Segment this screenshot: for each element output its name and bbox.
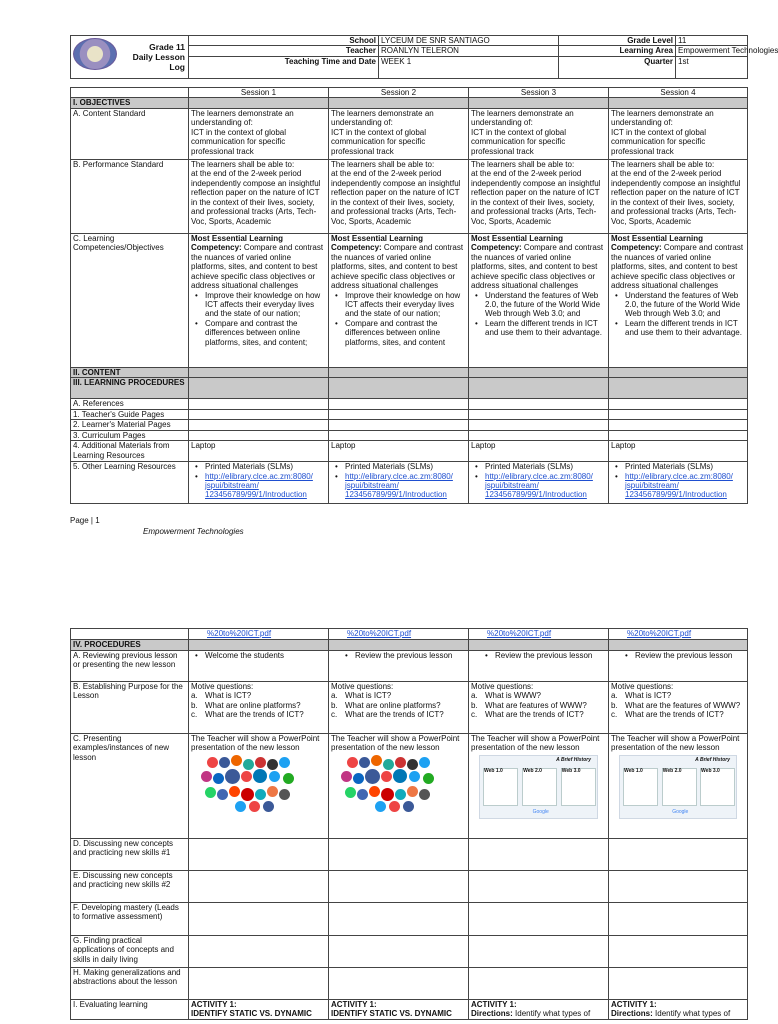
- motive-label: Motive questions:: [191, 682, 254, 691]
- log-title: Daily Lesson Log: [132, 51, 185, 72]
- evaluating-label: I. Evaluating learning: [71, 1000, 189, 1020]
- session-4-header: Session 4: [609, 88, 748, 98]
- area-value: Empowerment Technologies: [676, 46, 748, 56]
- activity-title: ACTIVITY 1:: [611, 1000, 657, 1009]
- competencies-cell-4: [609, 233, 748, 367]
- motive-label: Motive questions:: [331, 682, 394, 691]
- competencies-label: C. Learning Competencies/Objectives: [71, 233, 189, 367]
- directions-text: Identify what types of: [652, 1009, 731, 1019]
- resource-link[interactable]: http://elibrary.clce.ac.zm:8080/ jspui/bitstream/ 123456789/99/1/Introduction: [485, 471, 593, 500]
- motive-label: Motive questions:: [611, 682, 674, 691]
- school-value: LYCEUM DE SNR SANTIAGO: [379, 36, 559, 46]
- establishing-label: B. Establishing Purpose for the Lesson: [71, 682, 189, 734]
- performance-standard-text: The learners shall be able to: at the end of the 2-week period independently compose an insightful reflection paper on the nature of ICT in the context of their lives, society, and professional tracks (Arts, Tech-Voc, Sports, Academic: [189, 159, 329, 233]
- lesson-table-page2: %20to%20ICT.pdf %20to%20ICT.pdf %20to%20ICT.pdf %20to%20ICT.pdf IV. PROCEDURES A. Reviewing previous lesson or presenting the new lesson • Welcome the students • Review the previous lesson • Review the previous lesson • Review the previous lesson B. Establishing Purpose for the Lesson Motive questions: a. What is ICT? b. What are online platforms? c. What are the trends of ICT? Motive questions: a. What is ICT? b. What are online platforms? c. What are the trends of ICT? Motive questions: a. What is WWW? b. What are features of WWW? c. What are the trends of ICT? Motive questions: a. What is ICT? b. What are the features of WWW? c. What are the trends of ICT? C. Presenting examples/instances of new lesson The Teacher will show a PowerPoint presentation of the new lesson The Teacher will show a PowerPoint presentation of the new lesson The Teacher will show a PowerPoint presentation of the new lesson A Brief History Web 1.0 Web 2.0 Web 3.0 Google The Teacher will show a PowerPoint presentation of the new lesson A Brief History Web 1.0 Web 2.0 Web 3.0 Google D. Discussing new concepts and practicing new skills #1 E. Discussing new concepts and practicing new skills #2 F. Developing mastery (Leads to formative assessment) G. Finding practical applications of concepts and skills in daily living H. Making generalizations and abstractions about the lesson I. Evaluating learning ACTIVITY 1: IDENTIFY STATIC VS. DYNAMIC ACTIVITY 1: IDENTIFY STATIC VS. DYNAMIC ACTIVITY 1: Directions: Identify what types of ACTIVITY 1: Directions: Identify what types of: [70, 628, 748, 1020]
- activity-name: IDENTIFY STATIC VS. DYNAMIC: [331, 1009, 452, 1019]
- content-standard-label: A. Content Standard: [71, 108, 189, 159]
- content-standard-text: The learners demonstrate an understanding of: ICT in the context of global communication for specific professional track: [469, 108, 609, 159]
- resource-link-cont[interactable]: %20to%20ICT.pdf: [207, 629, 272, 638]
- web-history-image: A Brief History Web 1.0 Web 2.0 Web 3.0 Google: [619, 755, 737, 819]
- review-item: • Welcome the students: [205, 651, 326, 660]
- ppt-text: The Teacher will show a PowerPoint presentation of the new lesson: [191, 734, 320, 753]
- activity-title: ACTIVITY 1:: [471, 1000, 517, 1009]
- area-label: Learning Area: [559, 46, 676, 56]
- melc-text: Compare and contrast the nuances of varied online platforms, sites, and content to best achieve specific class objectives or address situational challenges: [331, 243, 464, 291]
- content-standard-text: The learners demonstrate an understanding of: ICT in the context of global communication for specific professional track: [329, 108, 469, 159]
- resource-link-cont[interactable]: %20to%20ICT.pdf: [347, 629, 412, 638]
- competency-item: • Improve their knowledge on how ICT affects their everyday lives and the state of our nation;: [345, 291, 466, 319]
- quarter-value: 1st: [676, 56, 748, 78]
- competencies-cell-3: [469, 233, 609, 367]
- additional-materials-label: 4. Additional Materials from Learning Resources: [71, 441, 189, 462]
- curriculum-label: 3. Curriculum Pages: [71, 430, 189, 440]
- activity-name: IDENTIFY STATIC VS. DYNAMIC: [191, 1009, 312, 1019]
- performance-standard-text: The learners shall be able to: at the end of the 2-week period independently compose an insightful reflection paper on the nature of ICT in the context of their lives, society, and professional tracks (Arts, Tech-Voc, Sports, Academic: [609, 159, 748, 233]
- melc-text: Compare and contrast the nuances of varied online platforms, sites, and content to best achieve specific class objectives or address situational challenges: [191, 243, 324, 291]
- melc-text: Compare and contrast the nuances of varied online platforms, sites, and content to best achieve specific class objectives or address situational challenges: [611, 243, 744, 291]
- melc-label: Most Essential Learning Competency:: [471, 233, 564, 253]
- ppt-text: The Teacher will show a PowerPoint presentation of the new lesson: [611, 734, 740, 753]
- resource-link-cont[interactable]: %20to%20ICT.pdf: [487, 629, 552, 638]
- printed-materials: • Printed Materials (SLMs): [485, 462, 606, 471]
- discussing-2-label: E. Discussing new concepts and practicing new skills #2: [71, 871, 189, 903]
- printed-materials: • Printed Materials (SLMs): [625, 462, 745, 471]
- time-value: WEEK 1: [379, 56, 559, 78]
- ppt-text: The Teacher will show a PowerPoint presentation of the new lesson: [471, 734, 600, 753]
- competency-item: • Compare and contrast the differences between online platforms, sites, and content;: [205, 319, 326, 347]
- social-icons-image: [331, 755, 466, 811]
- header-table: [70, 35, 778, 79]
- procedures-heading: IV. PROCEDURES: [71, 640, 189, 651]
- other-resources-label: 5. Other Learning Resources: [71, 462, 189, 504]
- session-2-header: Session 2: [329, 88, 469, 98]
- session-3-header: Session 3: [469, 88, 609, 98]
- presenting-label: C. Presenting examples/instances of new lesson: [71, 734, 189, 839]
- content-standard-text: The learners demonstrate an understanding of: ICT in the context of global communication for specific professional track: [189, 108, 329, 159]
- generalizations-label: H. Making generalizations and abstractions about the lesson: [71, 968, 189, 1000]
- competency-item: • Understand the features of Web 2.0, the future of the World Wide Web through Web 3.0; and: [625, 291, 745, 319]
- web-history-image: A Brief History Web 1.0 Web 2.0 Web 3.0 Google: [479, 755, 598, 819]
- resource-link[interactable]: http://elibrary.clce.ac.zm:8080/ jspui/bitstream/ 123456789/99/1/Introduction: [345, 471, 453, 500]
- school-label: School: [189, 36, 379, 46]
- laptop-text: Laptop: [329, 441, 469, 462]
- printed-materials: • Printed Materials (SLMs): [345, 462, 466, 471]
- grade-level-label: Grade Level: [559, 36, 676, 46]
- competency-item: • Learn the different trends in ICT and use them to their advantage.: [485, 319, 606, 338]
- grade-label: Grade 11: [149, 41, 185, 52]
- competency-item: • Compare and contrast the differences between online platforms, sites, and content: [345, 319, 466, 347]
- page-number: Page | 1: [70, 516, 100, 525]
- review-item: • Review the previous lesson: [635, 651, 745, 660]
- lesson-table-page1: [70, 87, 748, 504]
- mastery-label: F. Developing mastery (Leads to formative assessment): [71, 903, 189, 936]
- resource-link[interactable]: http://elibrary.clce.ac.zm:8080/ jspui/bitstream/ 123456789/99/1/Introduction: [625, 471, 733, 500]
- grade-level-value: 11: [676, 36, 748, 46]
- performance-standard-label: B. Performance Standard: [71, 159, 189, 233]
- resource-link-cont[interactable]: %20to%20ICT.pdf: [627, 629, 692, 638]
- directions-label: Directions:: [471, 1009, 513, 1019]
- competencies-cell-2: [329, 233, 469, 367]
- learners-material-label: 2. Learner's Material Pages: [71, 420, 189, 430]
- directions-label: Directions:: [611, 1009, 653, 1019]
- session-1-header: Session 1: [189, 88, 329, 98]
- review-item: • Review the previous lesson: [355, 651, 466, 660]
- social-icons-image: [191, 755, 326, 811]
- ppt-text: The Teacher will show a PowerPoint presentation of the new lesson: [331, 734, 460, 753]
- competency-item: • Understand the features of Web 2.0, the future of the World Wide Web through Web 3.0; and: [485, 291, 606, 319]
- objectives-heading: I. OBJECTIVES: [71, 98, 189, 108]
- time-label: Teaching Time and Date: [189, 56, 379, 78]
- discussing-1-label: D. Discussing new concepts and practicing new skills #1: [71, 839, 189, 871]
- performance-standard-text: The learners shall be able to: at the end of the 2-week period independently compose an insightful reflection paper on the nature of ICT in the context of their lives, society, and professional tracks (Arts, Tech-Voc, Sports, Academic: [469, 159, 609, 233]
- melc-label: Most Essential Learning Competency:: [191, 233, 284, 253]
- melc-label: Most Essential Learning Competency:: [331, 233, 424, 253]
- competency-item: • Learn the different trends in ICT and use them to their advantage.: [625, 319, 745, 338]
- learning-procedures-heading: III. LEARNING PROCEDURES: [71, 378, 189, 399]
- content-standard-text: The learners demonstrate an understanding of: ICT in the context of global communication for specific professional track: [609, 108, 748, 159]
- competencies-cell-1: [189, 233, 329, 367]
- competency-item: • Improve their knowledge on how ICT affects their everyday lives and the state of our nation;: [205, 291, 326, 319]
- melc-label: Most Essential Learning Competency:: [611, 233, 704, 253]
- footer-subject: Empowerment Technologies: [143, 527, 244, 536]
- laptop-text: Laptop: [189, 441, 329, 462]
- content-heading: II. CONTENT: [71, 367, 189, 377]
- deped-seal: [71, 36, 114, 79]
- laptop-text: Laptop: [469, 441, 609, 462]
- references-label: A. References: [71, 399, 189, 409]
- activity-title: ACTIVITY 1:: [331, 1000, 377, 1009]
- teachers-guide-label: 1. Teacher's Guide Pages: [71, 409, 189, 419]
- directions-text: Identify what types of: [512, 1009, 591, 1019]
- applications-label: G. Finding practical applications of concepts and skills in daily living: [71, 936, 189, 968]
- printed-materials: • Printed Materials (SLMs): [205, 462, 326, 471]
- resource-link[interactable]: http://elibrary.clce.ac.zm:8080/ jspui/bitstream/ 123456789/99/1/Introduction: [205, 471, 313, 500]
- activity-title: ACTIVITY 1:: [191, 1000, 237, 1009]
- performance-standard-text: The learners shall be able to: at the end of the 2-week period independently compose an insightful reflection paper on the nature of ICT in the context of their lives, society, and professional tracks (Arts, Tech-Voc, Sports, Academic: [329, 159, 469, 233]
- quarter-label: Quarter: [559, 56, 676, 78]
- review-item: • Review the previous lesson: [495, 651, 606, 660]
- reviewing-label: A. Reviewing previous lesson or presenting the new lesson: [71, 651, 189, 682]
- motive-label: Motive questions:: [471, 682, 534, 691]
- teacher-value: ROANLYN TELERON: [379, 46, 559, 56]
- teacher-label: Teacher: [189, 46, 379, 56]
- laptop-text: Laptop: [609, 441, 748, 462]
- melc-text: Compare and contrast the nuances of varied online platforms, sites, and content to best achieve specific class objectives or address situational challenges: [471, 243, 604, 291]
